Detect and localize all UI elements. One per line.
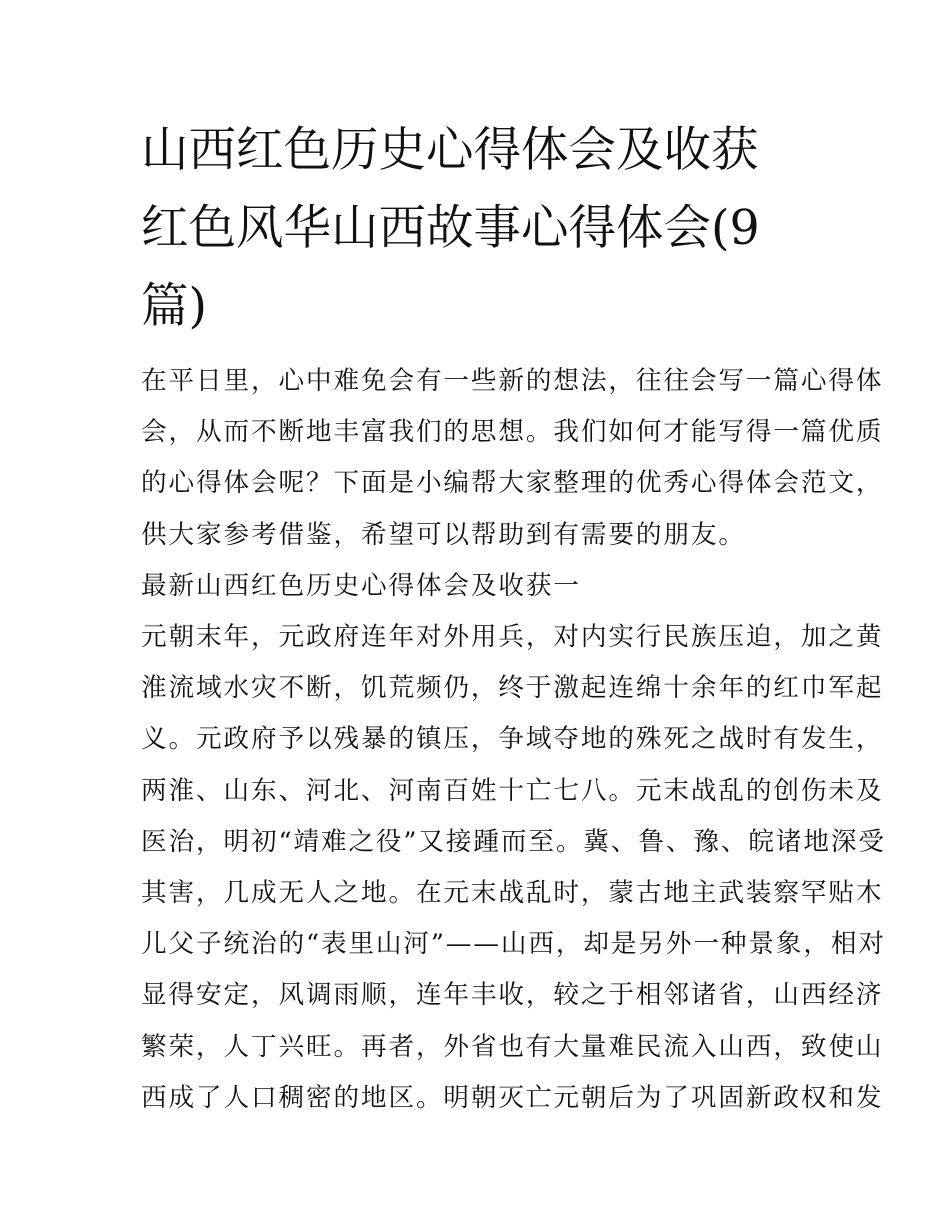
document-title	[141, 112, 821, 346]
section-line: 医治，明初“靖难之役”又接踵而至。冀、鲁、豫、皖诸地深受	[141, 826, 886, 857]
section-line: 繁荣，人丁兴旺。再者，外省也有大量难民流入山西，致使山	[141, 1031, 884, 1062]
section-paragraph	[141, 612, 886, 1124]
title-line-2: 红色风华山西故事心得体会(9	[141, 201, 760, 256]
intro-line: 会，从而不断地丰富我们的思想。我们如何才能写得一篇优质	[141, 417, 884, 448]
section-line: 西成了人口稠密的地区。明朝灭亡元朝后为了巩固新政权和发	[141, 1082, 884, 1113]
section-line: 儿父子统治的“表里山河”——山西，却是另外一种景象，相对	[141, 929, 886, 960]
section-heading	[141, 561, 821, 612]
section-line: 显得安定，风调雨顺，连年丰收，较之于相邻诸省，山西经济	[141, 980, 884, 1011]
section-line: 义。元政府予以残暴的镇压，争域夺地的殊死之战时有发生，	[141, 724, 884, 755]
document-body	[141, 356, 886, 1124]
section-line: 淮流域水灾不断，饥荒频仍，终于激起连绵十余年的红巾军起	[141, 673, 884, 704]
intro-line: 供大家参考借鉴，希望可以帮助到有需要的朋友。	[141, 519, 746, 550]
title-line-1: 山西红色历史心得体会及收获	[141, 123, 759, 178]
section-line: 两淮、山东、河北、河南百姓十亡七八。元末战乱的创伤未及	[141, 775, 884, 806]
intro-line: 在平日里，心中难免会有一些新的想法，往往会写一篇心得体	[141, 366, 884, 396]
intro-line: 的心得体会呢？下面是小编帮大家整理的优秀心得体会范文，	[141, 468, 884, 499]
section-line: 元朝末年，元政府连年对外用兵，对内实行民族压迫，加之黄	[141, 622, 884, 653]
section-heading-text: 最新山西红色历史心得体会及收获一	[141, 570, 581, 601]
title-line-3: 篇)	[141, 279, 208, 334]
intro-paragraph	[141, 356, 884, 561]
section-line: 其害，几成无人之地。在元末战乱时，蒙古地主武装察罕贴木	[141, 878, 884, 909]
document-page	[141, 112, 886, 1124]
